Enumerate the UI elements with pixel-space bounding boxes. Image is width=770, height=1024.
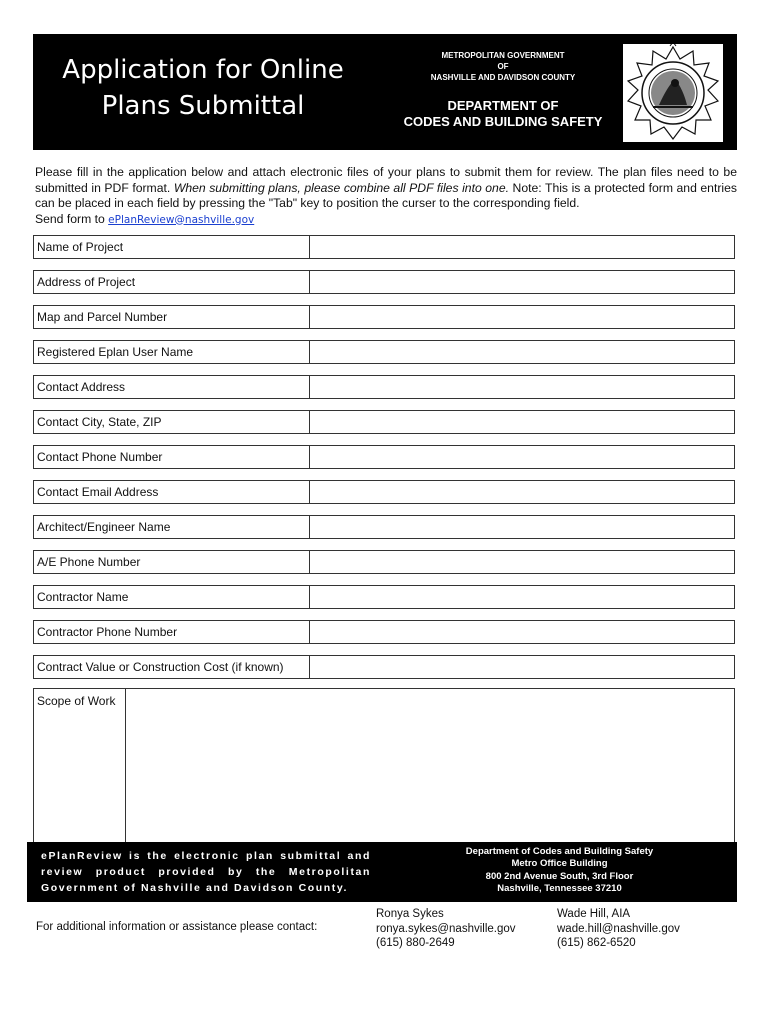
field-label: Contact Email Address	[37, 485, 159, 499]
contact-email-input[interactable]	[309, 481, 734, 503]
contact-address-input[interactable]	[309, 376, 734, 398]
contact-phone: (615) 862-6520	[557, 937, 636, 949]
field-label: Contractor Name	[37, 590, 129, 604]
field-row-contractor-name	[33, 585, 735, 609]
contact-email: wade.hill@nashville.gov	[557, 922, 680, 935]
dept-line-1: DEPARTMENT OF	[447, 98, 559, 113]
address-line-3: 800 2nd Avenue South, 3rd Floor	[485, 870, 634, 882]
field-label: Scope of Work	[37, 694, 116, 708]
contact-ronya-sykes	[376, 907, 516, 951]
contact-name: Ronya Sykes	[376, 908, 444, 920]
contract-value-input[interactable]	[309, 656, 734, 678]
field-label: Contractor Phone Number	[37, 625, 178, 639]
instructions-emphasis: When submitting plans, please combine all PDF files into one.	[173, 180, 509, 195]
field-row-contact-city	[33, 410, 735, 434]
contact-name: Wade Hill, AIA	[557, 908, 631, 920]
address-line-1: Department of Codes and Building Safety	[465, 846, 654, 857]
department-label	[383, 98, 623, 130]
metro-line-1: METROPOLITAN GOVERNMENT	[441, 51, 565, 60]
instructions-text: Please fill in the application below and attach electronic files of your plans to submit them for review. The plan files need to be submitted in PDF format.	[35, 165, 737, 195]
field-row-contractor-phone	[33, 620, 735, 644]
project-name-input[interactable]	[309, 236, 734, 258]
contact-wade-hill	[557, 907, 680, 951]
field-label: Contract Value or Construction Cost (if known)	[37, 660, 284, 674]
address-line-4: Nashville, Tennessee 37210	[497, 882, 622, 894]
field-row-contact-address	[33, 375, 735, 399]
field-label: Registered Eplan User Name	[37, 345, 194, 359]
contact-phone-input[interactable]	[309, 446, 734, 468]
metro-government-label	[403, 50, 603, 83]
instructions	[35, 165, 737, 228]
map-parcel-input[interactable]	[309, 306, 734, 328]
department-address	[407, 846, 712, 895]
eplanreview-description: ePlanReview is the electronic plan submittal and review product provided by the Metropolitan Government of Nashville and Davidson County.	[41, 850, 371, 894]
eplan-user-input[interactable]	[309, 341, 734, 363]
field-row-contact-email	[33, 480, 735, 504]
metro-seal-icon	[623, 44, 723, 142]
field-row-ae-phone	[33, 550, 735, 574]
title-line-2: Plans Submittal	[101, 91, 305, 121]
field-label: Contact City, State, ZIP	[37, 415, 162, 429]
contact-email: ronya.sykes@nashville.gov	[376, 922, 516, 935]
eplanreview-email-link[interactable]: ePlanReview@nashville.gov	[108, 213, 255, 226]
instructions-note: Note: This is a protected form and entries can be placed in each field by pressing the "Tab" key to position the curser to the corresponding field.	[35, 180, 737, 210]
page-title	[53, 52, 353, 124]
footer-band	[27, 842, 737, 902]
field-label: A/E Phone Number	[37, 555, 141, 569]
dept-line-2: CODES AND BUILDING SAFETY	[403, 114, 603, 129]
field-row-project-address	[33, 270, 735, 294]
field-row-eplan-user	[33, 340, 735, 364]
address-line-2: Metro Office Building	[511, 858, 608, 870]
project-address-input[interactable]	[309, 271, 734, 293]
title-line-1: Application for Online	[62, 55, 344, 85]
field-label: Name of Project	[37, 240, 124, 254]
header-banner	[33, 34, 737, 150]
field-label: Architect/Engineer Name	[37, 520, 171, 534]
field-label: Contact Address	[37, 380, 126, 394]
field-row-project-name	[33, 235, 735, 259]
field-label: Map and Parcel Number	[37, 310, 168, 324]
contact-city-input[interactable]	[309, 411, 734, 433]
ae-phone-input[interactable]	[309, 551, 734, 573]
scope-of-work-textarea[interactable]	[125, 689, 734, 842]
field-row-contact-phone	[33, 445, 735, 469]
field-label: Contact Phone Number	[37, 450, 163, 464]
field-row-map-parcel	[33, 305, 735, 329]
metro-line-2: OF	[497, 62, 509, 71]
field-row-scope-of-work	[33, 688, 735, 843]
field-row-contract-value	[33, 655, 735, 679]
contact-phone: (615) 880-2649	[376, 937, 455, 949]
contact-prompt: For additional information or assistance please contact:	[36, 921, 318, 933]
field-row-architect-name	[33, 515, 735, 539]
field-label: Address of Project	[37, 275, 136, 289]
contractor-phone-input[interactable]	[309, 621, 734, 643]
metro-line-3: NASHVILLE AND DAVIDSON COUNTY	[430, 73, 576, 82]
send-form-label: Send form to	[35, 211, 105, 226]
architect-name-input[interactable]	[309, 516, 734, 538]
contractor-name-input[interactable]	[309, 586, 734, 608]
